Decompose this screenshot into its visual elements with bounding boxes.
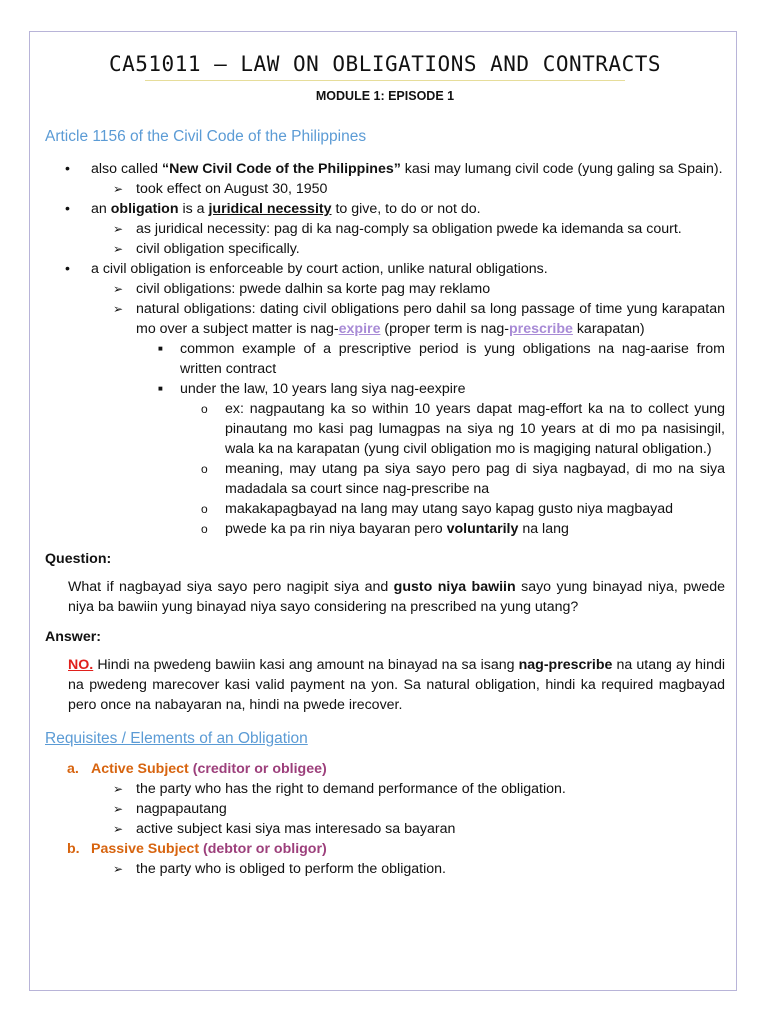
answer-label: Answer: [45,629,101,645]
square-bullet-icon: ■ [158,344,163,353]
deep-bullet-item: o pwede ka pa rin niya bayaran pero voluntarily na lang [201,521,569,537]
deep-bullet-item: o makakapagbayad na lang may utang sayo kapag gusto niya magbayad [201,501,674,517]
bullet-item: • also called “New Civil Code of the Philippines” kasi may lumang civil code (yung galing sa Spain). [65,161,723,177]
sub-bullet-item: ➢ civil obligations: pwede dalhin sa korte pag may reklamo [113,281,491,297]
section-heading-article-1156: Article 1156 of the Civil Code of the Philippines [45,128,367,145]
arrow-bullet-icon: ➢ [113,802,124,816]
circle-bullet-icon: o [201,522,208,536]
deep-bullet-item: o meaning, may utang pa siya sayo pero pag di siya nagbayad, di mo na siya madadala sa court since nag-prescribe na [201,461,725,497]
answer-text: NO. Hindi na pwedeng bawiin kasi ang amount na binayad na sa isang nag-prescribe na utang ay hindi na pwedeng marecover kasi valid payment na yon. Sa natural obligation, hindi ka required magbayad pero once na nabayaran na, hindi na pwede irecover. [68,657,726,713]
question-text: What if nagbayad siya sayo pero nagipit siya and gusto niya bawiin sayo yung binayad niya, pwede niya ba bawiin yung binayad niya sayo considering na prescribed na yung utang? [68,579,726,615]
sub-bullet-item: ➢ as juridical necessity: pag di ka nag-comply sa obligation pwede ka idemanda sa court. [113,221,682,237]
nested-bullet-item: ■ under the law, 10 years lang siya nag-eexpire [158,381,466,397]
arrow-bullet-icon: ➢ [113,242,124,256]
circle-bullet-icon: o [201,462,208,476]
circle-bullet-icon: o [201,402,208,416]
arrow-bullet-icon: ➢ [113,822,124,836]
bullet-icon: • [65,161,70,177]
bullet-icon: • [65,261,70,277]
arrow-bullet-icon: ➢ [113,302,124,316]
document-subtitle: MODULE 1: EPISODE 1 [315,89,455,103]
bullet-item: • a civil obligation is enforceable by court action, unlike natural obligations. [65,261,548,277]
sub-bullet-item: ➢ the party who is obliged to perform the obligation. [113,861,446,877]
list-item-active-subject: a. Active Subject (creditor or obligee) [67,761,327,777]
sub-bullet-item: ➢ civil obligation specifically. [113,241,300,257]
arrow-bullet-icon: ➢ [113,222,124,236]
list-item-passive-subject: b. Passive Subject (debtor or obligor) [67,841,327,857]
sub-bullet-item: ➢ nagpapautang [113,801,227,817]
arrow-bullet-icon: ➢ [113,182,124,196]
section-heading-requisites: Requisites / Elements of an Obligation [45,730,308,747]
square-bullet-icon: ■ [158,384,163,393]
sub-bullet-item: ➢ natural obligations: dating civil obligations pero dahil sa long passage of time yung karapatan mo over a subject matter is nag-expire (proper term is nag-prescribe karapatan) [113,301,725,337]
arrow-bullet-icon: ➢ [113,282,124,296]
question-label: Question: [45,551,112,567]
arrow-bullet-icon: ➢ [113,862,124,876]
document-title: CA51011 – LAW ON OBLIGATIONS AND CONTRACTS [108,52,661,76]
deep-bullet-item: o ex: nagpautang ka so within 10 years dapat mag-effort ka na to collect yung pinautang mo kasi pag lumagpas na siya ng 10 years at di mo pa nasisingil, wala ka na karapatan (yung civil obligation mo is magiging natural obligation.) [201,401,725,457]
bullet-icon: • [65,201,70,217]
sub-bullet-item: ➢ took effect on August 30, 1950 [113,181,328,197]
arrow-bullet-icon: ➢ [113,782,124,796]
sub-bullet-item: ➢ active subject kasi siya mas interesado sa bayaran [113,821,456,837]
sub-bullet-item: ➢ the party who has the right to demand performance of the obligation. [113,781,566,797]
nested-bullet-item: ■ common example of a prescriptive period is yung obligations na nag-aarise from written contract [158,341,725,377]
bullet-item: • an obligation is a juridical necessity to give, to do or not do. [65,201,481,217]
document-page [45,48,725,879]
title-underline [145,80,625,81]
circle-bullet-icon: o [201,502,208,516]
